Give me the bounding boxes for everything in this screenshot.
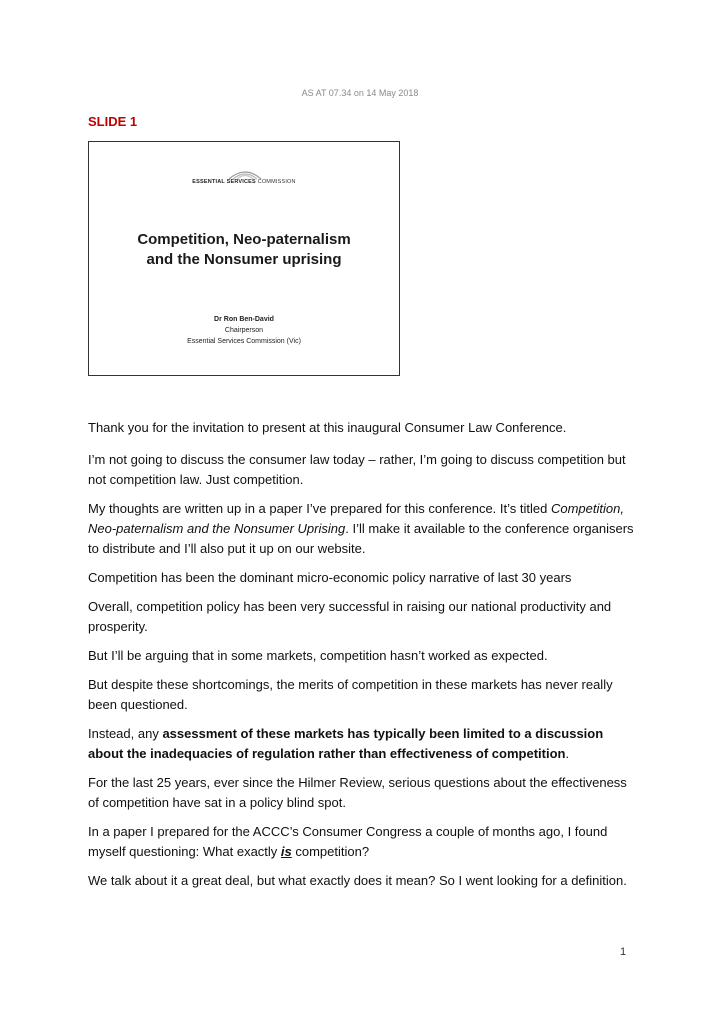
slide-title-line-2: and the Nonsumer uprising	[146, 251, 342, 268]
document-timestamp: AS AT 07.34 on 14 May 2018	[301, 88, 419, 98]
paragraph: But despite these shortcomings, the merits of competition in these markets has never really been questioned.	[88, 677, 613, 712]
emphasis-is: is	[280, 844, 292, 859]
slide-title-line-1: Competition, Neo-paternalism	[137, 231, 351, 248]
paragraph: I’m not going to discuss the consumer law today – rather, I’m going to discuss competition but not competition law. Just competition.	[88, 452, 626, 487]
logo-wordmark	[89, 179, 399, 185]
slide-thumbnail	[88, 141, 400, 376]
paragraph: But I’ll be arguing that in some markets, competition hasn’t worked as expected.	[88, 648, 548, 663]
slide-label: SLIDE 1	[88, 114, 138, 129]
paper-title: Competition, Neo-paternalism and the Nonsumer Uprising	[88, 501, 624, 536]
logo-wordmark-regular: COMMISSION	[257, 179, 296, 185]
paragraph: Thank you for the invitation to present at this inaugural Consumer Law Conference.	[88, 420, 567, 435]
paragraph-text: competition?	[291, 844, 370, 859]
page-number: 1	[620, 946, 627, 958]
paragraph: We talk about it a great deal, but what exactly does it mean? So I went looking for a definition.	[88, 873, 627, 888]
paragraph-text: In a paper I prepared for the ACCC’s Consumer Congress a couple of months ago, I found myself questioning: What exactly	[88, 824, 608, 859]
paragraph: For the last 25 years, ever since the Hilmer Review, serious questions about the effectiveness of competition have sat in a policy blind spot.	[88, 775, 627, 810]
slide-author-block	[89, 314, 399, 347]
paragraph-text: Instead, any	[88, 726, 163, 741]
paragraph	[88, 822, 640, 862]
logo-wordmark-bold: ESSENTIAL SERVICES	[192, 179, 256, 185]
paragraph: Overall, competition policy has been very successful in raising our national productivity and prosperity.	[88, 599, 612, 634]
paragraph: Competition has been the dominant micro-economic policy narrative of last 30 years	[88, 570, 572, 585]
paragraph-text: My thoughts are written up in a paper I’ve prepared for this conference. It’s titled	[88, 501, 551, 516]
commission-logo	[89, 167, 399, 195]
paragraph-text: .	[565, 746, 570, 761]
speech-body	[88, 418, 640, 900]
author-organisation: Essential Services Commission (Vic)	[187, 338, 301, 345]
emphasis-text: assessment of these markets has typically been limited to a discussion about the inadequacies of regulation rather than effectiveness of competition	[88, 726, 604, 761]
author-role: Chairperson	[224, 327, 264, 334]
paragraph	[88, 724, 640, 764]
paragraph	[88, 499, 640, 559]
paragraph-text: . I’ll make it available to the conference organisers to distribute and I’ll also put it up on our website.	[88, 521, 634, 556]
slide-title	[89, 230, 399, 270]
author-name: Dr Ron Ben-David	[214, 316, 274, 323]
